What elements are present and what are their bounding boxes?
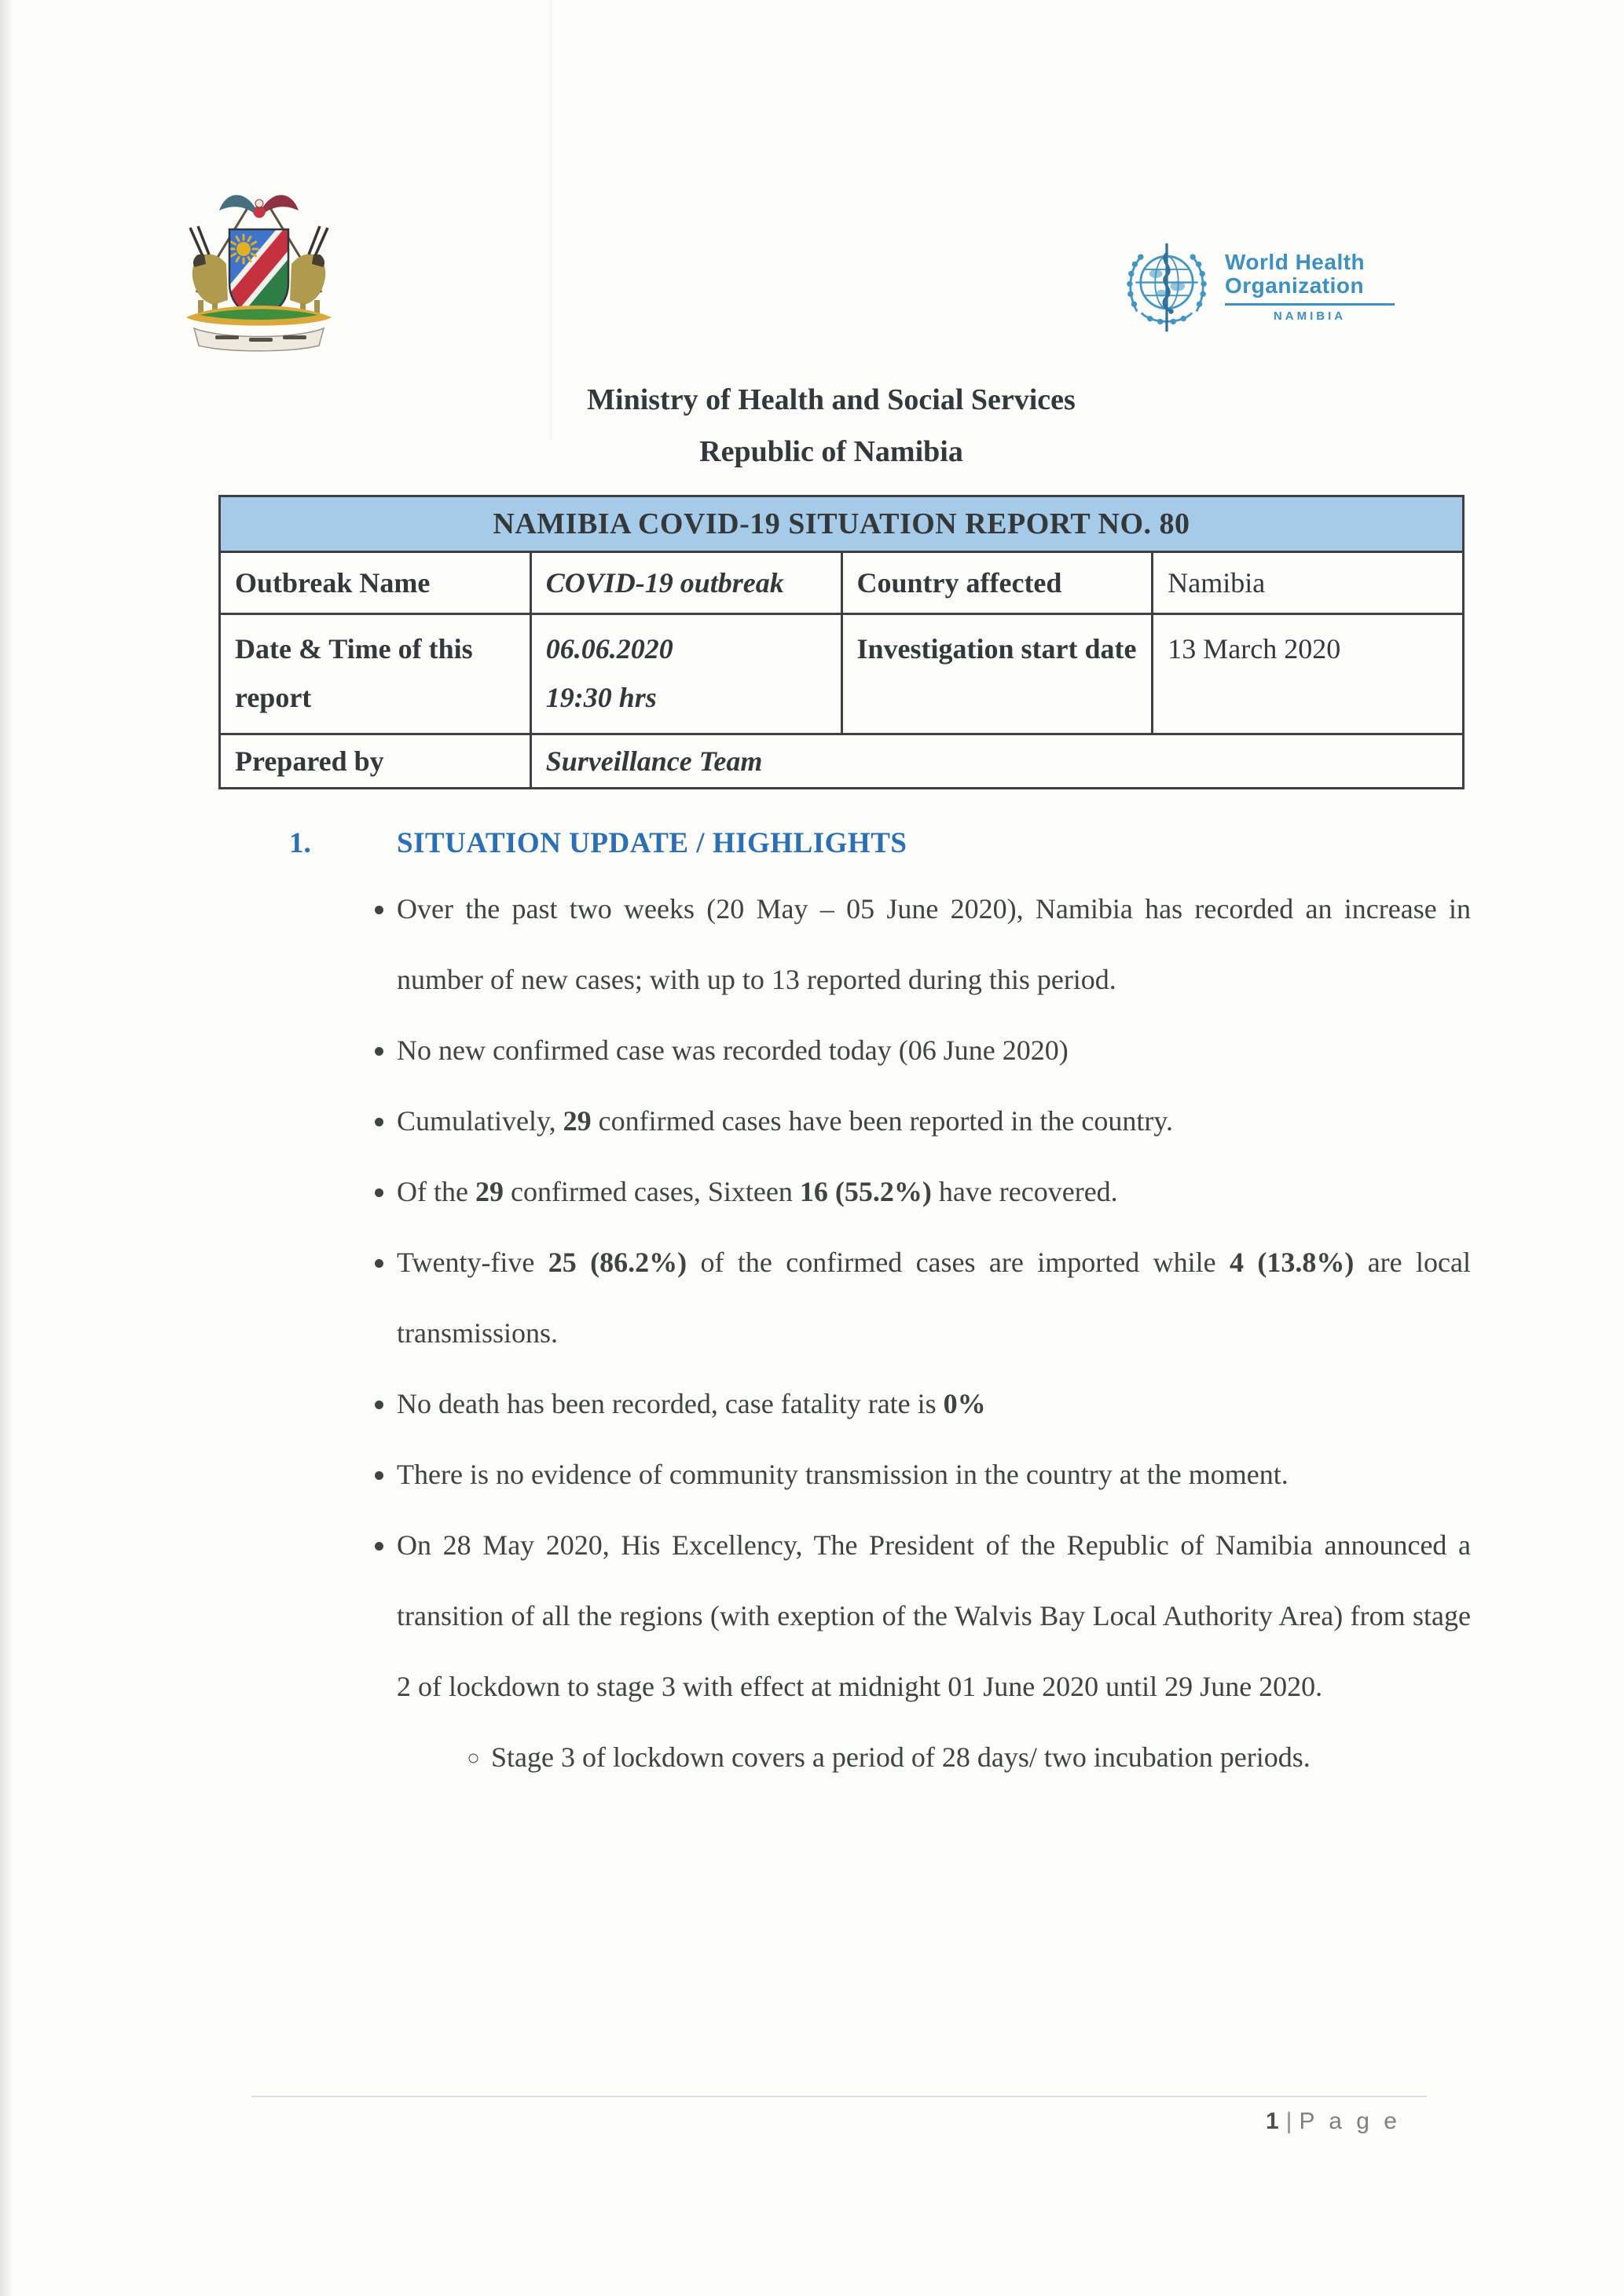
table-title: NAMIBIA COVID-19 SITUATION REPORT NO. 80 xyxy=(220,496,1464,552)
subbullet-stage3-period: ◦ Stage 3 of lockdown covers a period of 28 days/ two incubation periods. xyxy=(491,1722,1471,1792)
investigation-start-label: Investigation start date xyxy=(841,614,1153,734)
scan-crease xyxy=(550,0,552,440)
highlights-bullet-list xyxy=(352,873,1471,1792)
bullet-new-cases-trend: • Over the past two weeks (20 May – 05 June 2020), Namibia has recorded an increase in number of new cases; with up to 13 reported during this period. xyxy=(397,873,1471,1015)
who-emblem-icon xyxy=(1120,240,1214,335)
bullet-recovered: • Of the 29 confirmed cases, Sixteen 16 (55.2%) have recovered. xyxy=(397,1156,1471,1227)
table-row xyxy=(220,614,1464,734)
section-number: 1. xyxy=(289,827,311,859)
prepared-by-value: Surveillance Team xyxy=(530,734,1463,789)
outbreak-name-value: COVID-19 outbreak xyxy=(530,552,841,614)
prepared-by-label: Prepared by xyxy=(220,734,531,789)
who-logo-rule xyxy=(1225,303,1395,306)
footer-rule xyxy=(251,2096,1427,2097)
page-number: 1 xyxy=(1265,2108,1283,2134)
table-title-row xyxy=(220,496,1464,552)
ministry-title: Ministry of Health and Social Services xyxy=(587,383,1076,416)
bullet-lockdown-transition: • On 28 May 2020, His Excellency, The President of the Republic of Namibia announced a transition of all the regions (with exeption of the Walvis Bay Local Authority Area) from stage 2 of lockdown to stage 3 with effect at midnight 01 June 2020 until 29 June 2020. xyxy=(397,1510,1471,1722)
table-row xyxy=(220,552,1464,614)
page-footer xyxy=(1266,2108,1401,2135)
bullet-no-new-case: • No new confirmed case was recorded today (06 June 2020) xyxy=(397,1015,1471,1086)
scan-edge-shadow xyxy=(0,0,13,2296)
bullet-no-community-transmission: • There is no evidence of community transmission in the country at the moment. xyxy=(397,1439,1471,1510)
footer-separator: | xyxy=(1285,2108,1296,2134)
who-logo-line2: Organization xyxy=(1225,273,1365,298)
report-time: 19:30 hrs xyxy=(545,682,657,713)
section-heading: SITUATION UPDATE / HIGHLIGHTS xyxy=(397,827,907,859)
report-date: 06.06.2020 xyxy=(545,633,673,665)
who-logo xyxy=(1120,240,1395,335)
bullet-no-death: • No death has been recorded, case fatality rate is 0% xyxy=(397,1368,1471,1439)
footer-label: P a g e xyxy=(1299,2108,1401,2134)
namibia-coat-of-arms-icon xyxy=(174,182,343,367)
outbreak-name-label: Outbreak Name xyxy=(220,552,531,614)
bullet-cumulative-cases: • Cumulatively, 29 confirmed cases have been reported in the country. xyxy=(397,1086,1471,1156)
who-logo-line1: World Health xyxy=(1225,250,1366,274)
country-affected-label: Country affected xyxy=(841,552,1153,614)
table-row xyxy=(220,734,1464,789)
who-logo-text xyxy=(1225,251,1395,323)
report-datetime-value xyxy=(530,614,841,734)
who-logo-country: NAMIBIA xyxy=(1273,309,1347,323)
report-summary-table xyxy=(218,495,1465,789)
country-affected-value: Namibia xyxy=(1153,552,1464,614)
bullet-imported-vs-local: • Twenty-five 25 (86.2%) of the confirmed cases are imported while 4 (13.8%) are local transmissions. xyxy=(397,1227,1471,1368)
report-datetime-label: Date & Time of this report xyxy=(220,614,531,734)
investigation-start-value: 13 March 2020 xyxy=(1153,614,1464,734)
republic-title: Republic of Namibia xyxy=(699,435,963,468)
